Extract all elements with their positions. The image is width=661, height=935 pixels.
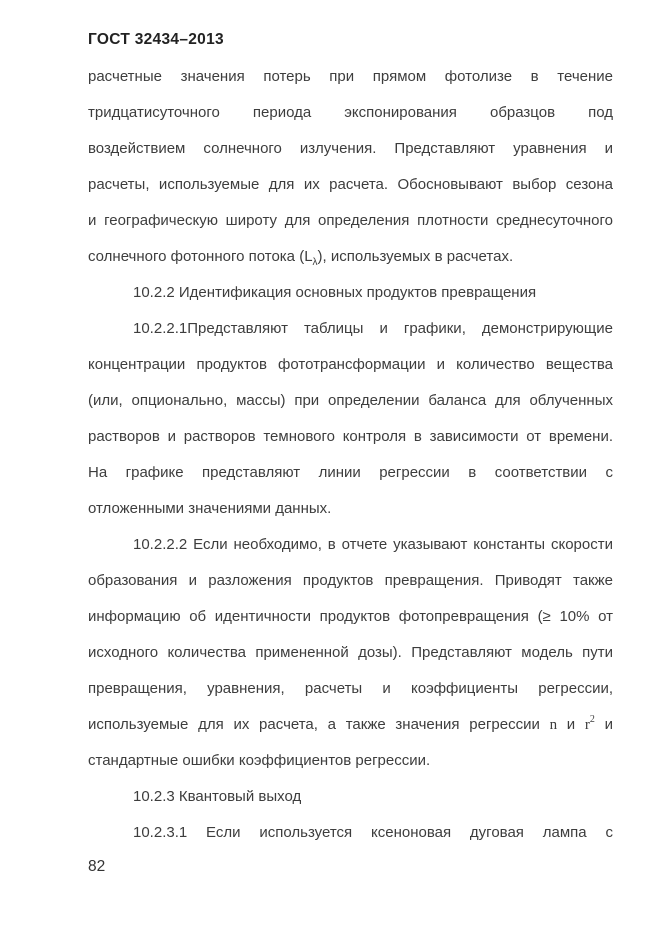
text-line: концентрации продуктов фототрансформации и количество вещества <box>88 356 613 373</box>
page-number: 82 <box>88 858 106 875</box>
text-line: растворов и растворов темнового контроля в зависимости от времени. <box>88 428 613 445</box>
text-line: расчеты, используемые для их расчета. Обосновывают выбор сезона <box>88 176 613 193</box>
text-line: образования и разложения продуктов превращения. Приводят также <box>88 572 613 589</box>
regression-variable-n: n <box>549 717 558 733</box>
subscript-lambda: λ <box>312 257 318 268</box>
superscript-2: 2 <box>589 714 595 725</box>
regression-variable-r: r <box>584 717 590 733</box>
text-segment: ), используемых в расчетах. <box>317 248 514 265</box>
text-line: (или, опционально, массы) при определении баланса для облученных <box>88 392 613 409</box>
text-segment: и <box>594 716 614 733</box>
text-line: тридцатисуточного периода экспонирования образцов под <box>88 104 613 121</box>
section-heading-10-2-3: 10.2.3 Квантовый выход <box>133 788 302 805</box>
page-content <box>88 59 613 851</box>
text-line: 10.2.2.1Представляют таблицы и графики, демонстрирующие <box>133 320 613 337</box>
text-line: 10.2.2.2 Если необходимо, в отчете указывают константы скорости <box>133 536 613 553</box>
text-line <box>88 707 613 743</box>
text-line: стандартные ошибки коэффициентов регрессии. <box>88 752 431 769</box>
text-line: На графике представляют линии регрессии в соответствии с <box>88 464 613 481</box>
text-segment: и <box>557 716 585 733</box>
text-line: воздействием солнечного излучения. Представляют уравнения и <box>88 140 613 157</box>
text-segment: солнечного фотонного потока (L <box>88 248 313 265</box>
text-line: исходного количества примененной дозы). Представляют модель пути <box>88 644 613 661</box>
text-line: превращения, уравнения, расчеты и коэффициенты регрессии, <box>88 680 613 697</box>
document-title: ГОСТ 32434–2013 <box>88 31 224 48</box>
text-line <box>88 239 613 275</box>
text-line: отложенными значениями данных. <box>88 500 332 517</box>
text-line: информацию об идентичности продуктов фотопревращения (≥ 10% от <box>88 608 613 625</box>
section-heading-10-2-2: 10.2.2 Идентификация основных продуктов превращения <box>133 284 537 301</box>
text-line: 10.2.3.1 Если используется ксеноновая дуговая лампа с <box>133 824 613 841</box>
text-segment: используемые для их расчета, а также значения регрессии <box>88 716 550 733</box>
text-line: и географическую широту для определения плотности среднесуточного <box>88 212 613 229</box>
text-line: расчетные значения потерь при прямом фотолизе в течение <box>88 68 613 85</box>
